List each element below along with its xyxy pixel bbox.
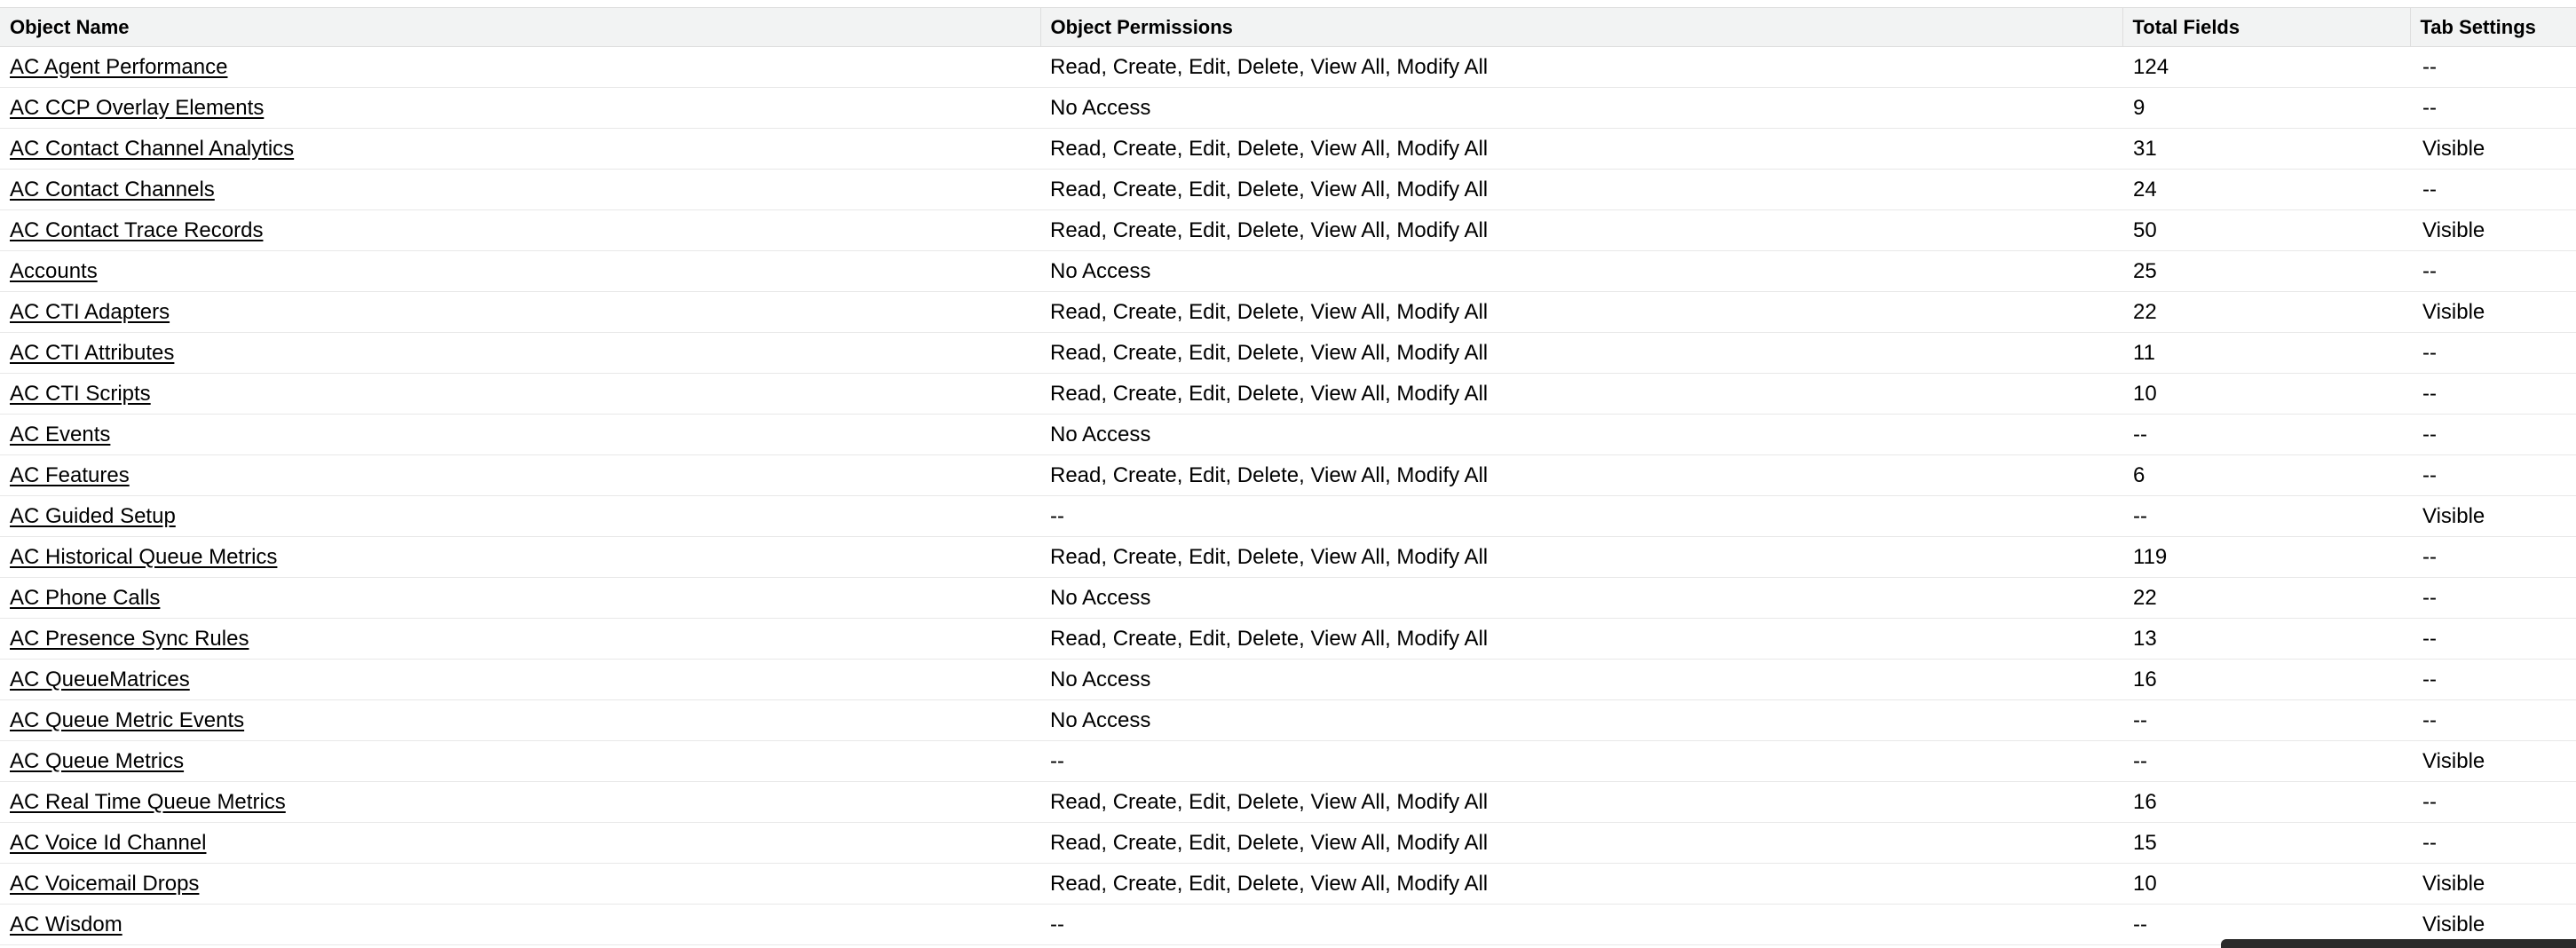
object-name-link[interactable]: AC Queue Metrics: [10, 748, 185, 773]
table-row: [0, 88, 2576, 129]
total-fields-cell: 124: [2122, 47, 2410, 88]
table-row: [0, 700, 2576, 741]
table-row: [0, 782, 2576, 823]
object-name-cell: [0, 578, 1040, 619]
object-name-link[interactable]: AC Presence Sync Rules: [10, 626, 249, 651]
object-name-cell: [0, 47, 1040, 88]
object-permissions-cell: Read, Create, Edit, Delete, View All, Modify All: [1040, 619, 2122, 660]
object-name-cell: [0, 741, 1040, 782]
object-name-cell: [0, 455, 1040, 496]
object-name-cell: [0, 251, 1040, 292]
object-name-cell: [0, 415, 1040, 455]
table-row: [0, 496, 2576, 537]
object-name-cell: [0, 823, 1040, 864]
total-fields-cell: 10: [2122, 864, 2410, 905]
object-permissions-cell: Read, Create, Edit, Delete, View All, Modify All: [1040, 210, 2122, 251]
object-name-link[interactable]: AC CTI Scripts: [10, 381, 151, 406]
table-row: [0, 823, 2576, 864]
object-name-cell: [0, 619, 1040, 660]
tab-settings-cell: --: [2410, 700, 2576, 741]
object-name-link[interactable]: AC Voice Id Channel: [10, 830, 207, 855]
total-fields-cell: 25: [2122, 251, 2410, 292]
object-name-cell: [0, 210, 1040, 251]
table-row: [0, 333, 2576, 374]
total-fields-cell: 31: [2122, 129, 2410, 170]
total-fields-cell: 15: [2122, 823, 2410, 864]
tab-settings-cell: Visible: [2410, 741, 2576, 782]
total-fields-cell: 22: [2122, 292, 2410, 333]
column-header-total-fields: Total Fields: [2122, 8, 2410, 47]
table-header: [0, 8, 2576, 47]
object-name-link[interactable]: AC Voicemail Drops: [10, 871, 200, 896]
object-permissions-cell: --: [1040, 905, 2122, 945]
tab-settings-cell: --: [2410, 537, 2576, 578]
tab-settings-cell: --: [2410, 660, 2576, 700]
object-permissions-cell: Read, Create, Edit, Delete, View All, Modify All: [1040, 333, 2122, 374]
object-name-link[interactable]: AC Queue Metric Events: [10, 707, 245, 732]
object-settings-table: [0, 7, 2576, 945]
object-permissions-cell: Read, Create, Edit, Delete, View All, Modify All: [1040, 170, 2122, 210]
object-name-link[interactable]: AC Historical Queue Metrics: [10, 544, 278, 569]
object-name-cell: [0, 905, 1040, 945]
object-name-cell: [0, 660, 1040, 700]
total-fields-cell: --: [2122, 700, 2410, 741]
table-row: [0, 578, 2576, 619]
table-row: [0, 129, 2576, 170]
object-name-link[interactable]: AC Phone Calls: [10, 585, 161, 610]
table-row: [0, 415, 2576, 455]
table-body: [0, 47, 2576, 945]
column-header-object-permissions: Object Permissions: [1040, 8, 2122, 47]
table-row: [0, 864, 2576, 905]
object-name-link[interactable]: AC Features: [10, 462, 130, 487]
object-permissions-cell: Read, Create, Edit, Delete, View All, Modify All: [1040, 782, 2122, 823]
object-name-link[interactable]: AC Events: [10, 422, 111, 446]
total-fields-cell: 9: [2122, 88, 2410, 129]
table-row: [0, 292, 2576, 333]
table-row: [0, 905, 2576, 945]
table-row: [0, 537, 2576, 578]
tab-settings-cell: Visible: [2410, 292, 2576, 333]
total-fields-cell: 16: [2122, 782, 2410, 823]
column-header-object-name: Object Name: [0, 8, 1040, 47]
tab-settings-cell: --: [2410, 333, 2576, 374]
object-permissions-cell: Read, Create, Edit, Delete, View All, Modify All: [1040, 864, 2122, 905]
object-permissions-cell: No Access: [1040, 88, 2122, 129]
object-permissions-cell: No Access: [1040, 660, 2122, 700]
object-name-link[interactable]: AC Real Time Queue Metrics: [10, 789, 286, 814]
object-permissions-cell: Read, Create, Edit, Delete, View All, Modify All: [1040, 455, 2122, 496]
total-fields-cell: --: [2122, 905, 2410, 945]
total-fields-cell: 13: [2122, 619, 2410, 660]
object-name-cell: [0, 88, 1040, 129]
object-permissions-cell: No Access: [1040, 578, 2122, 619]
total-fields-cell: 10: [2122, 374, 2410, 415]
object-name-link[interactable]: AC CCP Overlay Elements: [10, 95, 265, 120]
object-name-link[interactable]: AC Wisdom: [10, 912, 122, 936]
object-permissions-cell: --: [1040, 741, 2122, 782]
table-header-row: [0, 8, 2576, 47]
object-name-cell: [0, 496, 1040, 537]
object-settings-table-container: [0, 7, 2576, 945]
tab-settings-cell: --: [2410, 374, 2576, 415]
object-permissions-cell: No Access: [1040, 700, 2122, 741]
object-permissions-cell: Read, Create, Edit, Delete, View All, Modify All: [1040, 823, 2122, 864]
table-row: [0, 47, 2576, 88]
object-permissions-cell: Read, Create, Edit, Delete, View All, Modify All: [1040, 374, 2122, 415]
tab-settings-cell: --: [2410, 619, 2576, 660]
object-permissions-cell: Read, Create, Edit, Delete, View All, Modify All: [1040, 292, 2122, 333]
column-header-tab-settings: Tab Settings: [2410, 8, 2576, 47]
object-name-link[interactable]: AC CTI Adapters: [10, 299, 170, 324]
object-permissions-cell: Read, Create, Edit, Delete, View All, Modify All: [1040, 47, 2122, 88]
object-permissions-cell: Read, Create, Edit, Delete, View All, Modify All: [1040, 129, 2122, 170]
object-name-link[interactable]: Accounts: [10, 258, 98, 283]
object-permissions-cell: No Access: [1040, 251, 2122, 292]
object-permissions-cell: Read, Create, Edit, Delete, View All, Modify All: [1040, 537, 2122, 578]
object-name-link[interactable]: AC Agent Performance: [10, 54, 228, 79]
total-fields-cell: 24: [2122, 170, 2410, 210]
table-row: [0, 210, 2576, 251]
table-row: [0, 619, 2576, 660]
object-name-cell: [0, 864, 1040, 905]
tab-settings-cell: --: [2410, 88, 2576, 129]
object-name-cell: [0, 292, 1040, 333]
tab-settings-cell: Visible: [2410, 496, 2576, 537]
tab-settings-cell: --: [2410, 251, 2576, 292]
object-name-cell: [0, 170, 1040, 210]
tab-settings-cell: Visible: [2410, 864, 2576, 905]
horizontal-scrollbar-thumb[interactable]: [2221, 939, 2576, 948]
total-fields-cell: 119: [2122, 537, 2410, 578]
total-fields-cell: --: [2122, 415, 2410, 455]
table-row: [0, 660, 2576, 700]
object-name-link[interactable]: AC CTI Attributes: [10, 340, 175, 365]
table-row: [0, 251, 2576, 292]
object-name-cell: [0, 129, 1040, 170]
tab-settings-cell: --: [2410, 578, 2576, 619]
object-name-cell: [0, 333, 1040, 374]
tab-settings-cell: --: [2410, 415, 2576, 455]
object-name-link[interactable]: AC Contact Channel Analytics: [10, 136, 295, 161]
object-name-cell: [0, 782, 1040, 823]
object-permissions-cell: No Access: [1040, 415, 2122, 455]
object-permissions-cell: --: [1040, 496, 2122, 537]
table-row: [0, 170, 2576, 210]
total-fields-cell: --: [2122, 741, 2410, 782]
object-name-cell: [0, 700, 1040, 741]
total-fields-cell: 11: [2122, 333, 2410, 374]
table-row: [0, 374, 2576, 415]
total-fields-cell: 16: [2122, 660, 2410, 700]
tab-settings-cell: --: [2410, 455, 2576, 496]
tab-settings-cell: --: [2410, 823, 2576, 864]
tab-settings-cell: Visible: [2410, 129, 2576, 170]
total-fields-cell: --: [2122, 496, 2410, 537]
object-name-cell: [0, 374, 1040, 415]
table-row: [0, 741, 2576, 782]
tab-settings-cell: Visible: [2410, 905, 2576, 945]
object-name-link[interactable]: AC Contact Trace Records: [10, 217, 264, 242]
tab-settings-cell: --: [2410, 170, 2576, 210]
total-fields-cell: 50: [2122, 210, 2410, 251]
table-row: [0, 455, 2576, 496]
object-name-link[interactable]: AC QueueMatrices: [10, 667, 190, 691]
tab-settings-cell: --: [2410, 782, 2576, 823]
object-name-link[interactable]: AC Contact Channels: [10, 177, 215, 201]
total-fields-cell: 22: [2122, 578, 2410, 619]
tab-settings-cell: --: [2410, 47, 2576, 88]
tab-settings-cell: Visible: [2410, 210, 2576, 251]
total-fields-cell: 6: [2122, 455, 2410, 496]
object-name-link[interactable]: AC Guided Setup: [10, 503, 176, 528]
object-name-cell: [0, 537, 1040, 578]
